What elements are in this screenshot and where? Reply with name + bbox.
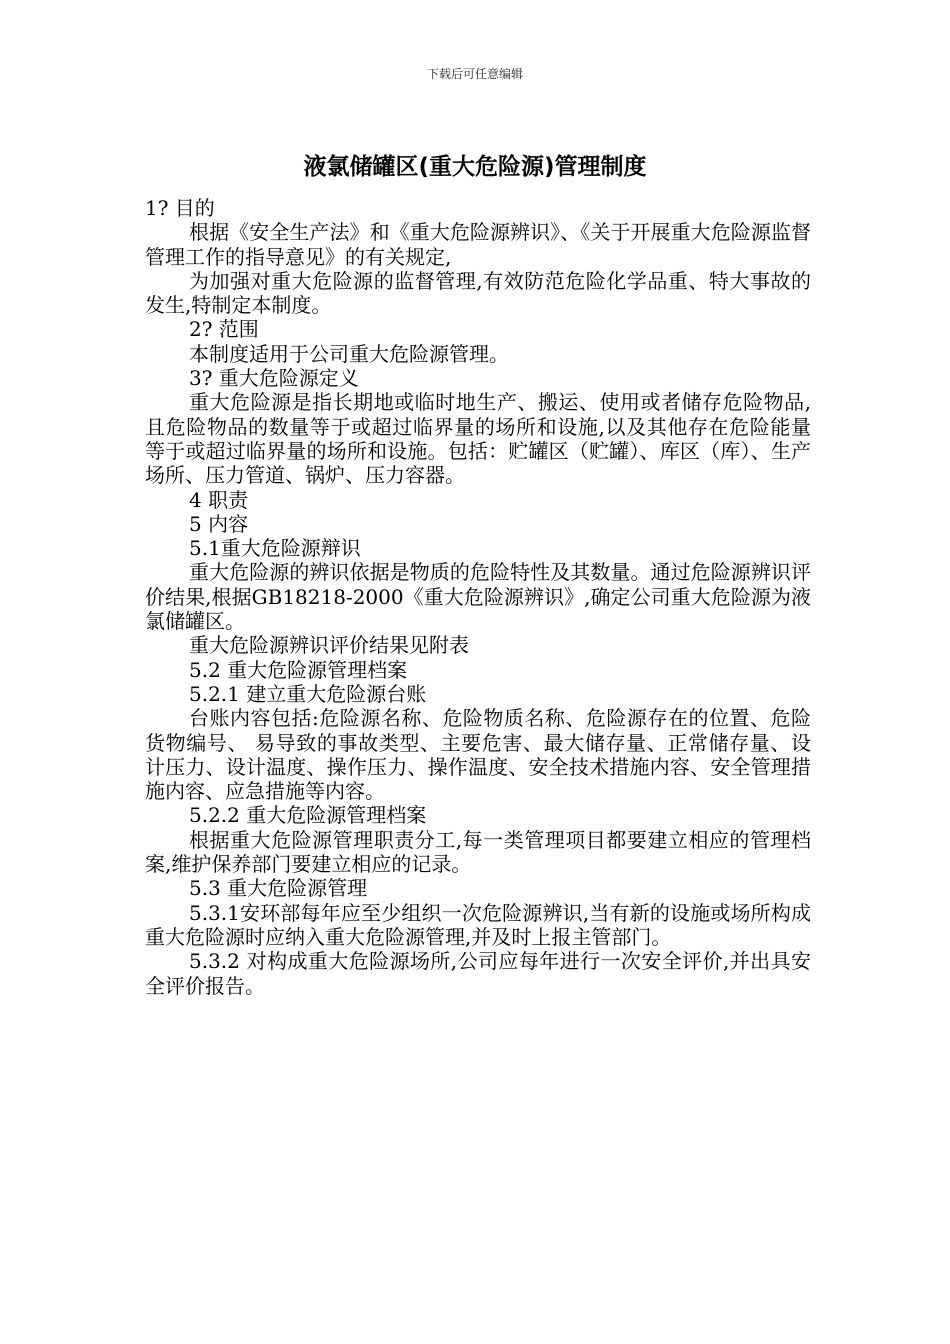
paragraph-ledger-content: 台账内容包括:危险源名称、危险物质名称、危险源存在的位置、危险货物编号、 易导致的事故类型、主要危害、最大储存量、正常储存量、设计压力、设计温度、操作压力、操作温度、安全技术措施内容、安全管理措施内容、应急措施等内容。 xyxy=(145,706,811,804)
paragraph-annual-identification: 5.3.1安环部每年应至少组织一次危险源辨识,当有新的设施或场所构成重大危险源时应纳入重大危险源管理,并及时上报主管部门。 xyxy=(145,900,811,949)
paragraph-annual-assessment: 5.3.2 对构成重大危险源场所,公司应每年进行一次安全评价,并出具安全评价报告。 xyxy=(145,949,811,998)
paragraph-basis: 根据《安全生产法》和《重大危险源辨识》、《关于开展重大危险源监督管理工作的指导意见》的有关规定, xyxy=(145,220,811,269)
paragraph-scope: 本制度适用于公司重大危险源管理。 xyxy=(189,341,509,366)
subsection-heading-ledger: 5.2.1 建立重大危险源台账 xyxy=(189,681,427,706)
paragraph-appendix-reference: 重大危险源辨识评价结果见附表 xyxy=(189,633,469,658)
section-heading-duties: 4 职责 xyxy=(189,487,249,512)
section-heading-scope: 2? 范围 xyxy=(189,317,259,342)
subsection-heading-management: 5.3 重大危险源管理 xyxy=(189,876,368,901)
paragraph-objective: 为加强对重大危险源的监督管理,有效防范危险化学品重、特大事故的发生,特制定本制度。 xyxy=(145,268,811,318)
document-body xyxy=(145,196,811,998)
subsection-heading-archives: 5.2 重大危险源管理档案 xyxy=(189,657,408,682)
section-heading-purpose: 1? 目的 xyxy=(145,196,215,220)
paragraph-definition: 重大危险源是指长期地或临时地生产、搬运、使用或者储存危险物品,且危险物品的数量等于或超过临界量的场所和设施,以及其他存在危险能量等于或超过临界量的场所和设施。包括：贮罐区（贮罐）、库区（库）、生产场所、压力管道、锅炉、压力容器。 xyxy=(145,390,811,488)
paragraph-identification: 重大危险源的辨识依据是物质的危险特性及其数量。通过危险源辨识评价结果,根据GB18218-2000《重大危险源辨识》,确定公司重大危险源为液氯储罐区。 xyxy=(145,560,811,634)
page-header-note: 下载后可任意编辑 xyxy=(426,67,523,81)
section-heading-definition: 3? 重大危险源定义 xyxy=(189,366,359,391)
paragraph-management-archives: 根据重大危险源管理职责分工,每一类管理项目都要建立相应的管理档案,维护保养部门要建立相应的记录。 xyxy=(145,827,811,877)
section-heading-content: 5 内容 xyxy=(189,511,249,536)
subsection-heading-management-archives: 5.2.2 重大危险源管理档案 xyxy=(189,803,427,828)
subsection-heading-identification: 5.1重大危险源辩识 xyxy=(189,536,361,561)
document-title: 液氯储罐区(重大危险源)管理制度 xyxy=(303,154,647,180)
